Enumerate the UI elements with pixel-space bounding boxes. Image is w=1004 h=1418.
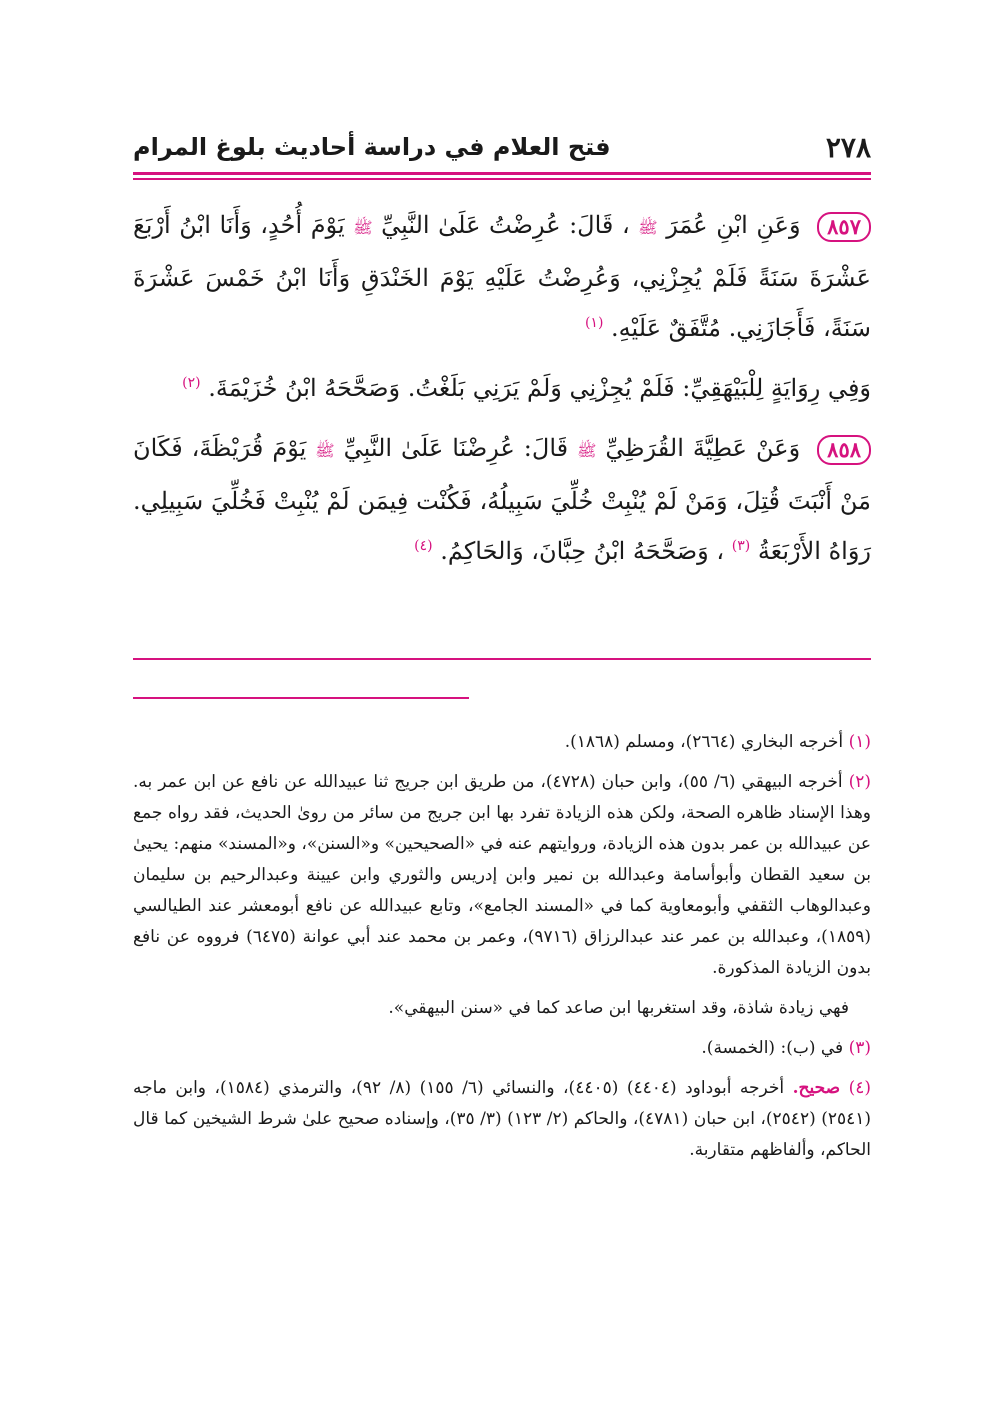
main-text [133, 200, 871, 576]
footnote-mark: (٤) [848, 1078, 871, 1098]
hadith-text: ، قَالَ: عُرِضْتُ عَلَىٰ النَّبِيِّ [372, 211, 630, 239]
running-header [133, 130, 871, 164]
footnote-ref[interactable]: (٣) [731, 538, 751, 554]
hadith-text: وَعَنِ ابْنِ عُمَرَ [657, 211, 801, 239]
footnote-ref[interactable]: (٤) [414, 538, 433, 554]
salutation-symbol: ﷺ [315, 441, 335, 460]
book-title: فتح العلام في دراسة أحاديث بلوغ المرام [133, 133, 611, 161]
hadith-857 [133, 200, 871, 353]
hadith-text: ، وَصَحَّحَهُ ابْنُ حِبَّانَ، وَالحَاكِمُ. [440, 537, 725, 565]
footnote-2 [133, 767, 871, 984]
page-number: ٢٧٨ [825, 130, 871, 164]
honorific-symbol: ﷺ [638, 218, 658, 237]
footnote-text: في (ب): (الخمسة). [701, 1038, 844, 1058]
footnote-mark: (٣) [848, 1038, 871, 1058]
footnote-3 [133, 1033, 871, 1064]
footnote-ref[interactable]: (١) [584, 315, 604, 331]
header-rule-top [133, 172, 871, 175]
hadith-text: وَعَنْ عَطِيَّةَ القُرَظِيِّ [596, 434, 801, 462]
hadith-858 [133, 423, 871, 576]
footnote-text: أخرجه البيهقي (٦/ ٥٥)، وابن حبان (٤٧٢٨)، من طريق ابن جريج ثنا عبيدالله عن نافع عن ابن عمر به. وهذا الإسناد ظاهره الصحة، ولكن هذه الزيادة تفرد بها ابن جريج من سائر من روىٰ الحديث، فقد رواه جمع عن عبيدالله بن عمر بدون هذه الزيادة، وروايتهم عنه في «الصحيحين» و«السنن»، و«المسند» منهم: يحيىٰ بن سعيد القطان وأبوأسامة وعبدالله بن نمير وابن إدريس والثوري وابن عيينة وعبدالرحيم بن سليمان وعبدالوهاب الثقفي وأبومعاوية كما في «المسند الجامع»، وتابع عبيدالله عن نافع أبومعشر عند الطيالسي (١٨٥٩)، وعبدالله بن عمر عند عبدالرزاق (٩٧١٦)، وعمر بن محمد عند أبي عوانة (٦٤٧٥) فرووه عن نافع بدون الزيادة المذكورة. [133, 772, 871, 978]
footnote-text: أخرجه أبوداود (٤٤٠٤) (٤٤٠٥)، والنسائي (٦/ ١٥٥) (٨/ ٩٢)، والترمذي (١٥٨٤)، وابن ماجه (٢٥٤١) (٢٥٤٢)، ابن حبان (٤٧٨١)، والحاكم (٢/ ١٢٣) (٣/ ٣٥)، وإسناده صحيح علىٰ شرط الشيخين كما قال الحاكم، وألفاظهم متقاربة. [133, 1078, 872, 1160]
riwaya-text: وَفِي رِوَايَةٍ لِلْبَيْهَقِيِّ: فَلَمْ يُجِزْنِي وَلَمْ يَرَنِي بَلَغْتُ. وَصَحَّحَهُ ابْنُ خُزَيْمَةَ. [208, 374, 871, 402]
footnote-4 [133, 1073, 871, 1166]
hadith-text: يَوْمَ أُحُدٍ، وَأَنَا ابْنُ أَرْبَعَ عَشْرَةَ سَنَةً فَلَمْ يُجِزْنِي، وَعُرِضْتُ عَلَيْهِ يَوْمَ الخَنْدَقِ وَأَنَا ابْنُ خَمْسَ عَشْرَةَ سَنَةً، فَأَجَازَنِي. مُتَّفَقٌ عَلَيْهِ. [133, 211, 871, 342]
hadith-text: قَالَ: عُرِضْنَا عَلَىٰ النَّبِيِّ [334, 434, 569, 462]
honorific-symbol: ﷺ [577, 441, 597, 460]
hadith-text: يَوْمَ قُرَيْظَةَ، فَكَانَ مَنْ أَنْبَتَ قُتِلَ، وَمَنْ لَمْ يُنْبِتْ خُلِّيَ سَبِيلُهُ، فَكُنْت فِيمَن لَمْ يُنْبِتْ فَخُلِّيَ سَبِيلِي. رَوَاهُ الأَرْبَعَةُ [133, 434, 871, 565]
footnote-mark: (١) [848, 732, 871, 752]
footnotes [133, 727, 871, 1175]
header-rule-bottom [133, 178, 871, 180]
footnote-text: أخرجه البخاري (٢٦٦٤)، ومسلم (١٨٦٨). [564, 732, 844, 752]
footnote-mark: (٢) [848, 772, 871, 792]
grading-label: صحيح. [792, 1078, 841, 1098]
footnote-text: فهي زيادة شاذة، وقد استغربها ابن صاعد كما في «سنن البيهقي». [388, 998, 849, 1018]
hadith-number-badge: ٨٥٨ [817, 435, 871, 465]
footnote-separator [133, 697, 469, 699]
footnote-2-continued [133, 993, 871, 1024]
body-end-rule [133, 658, 871, 660]
footnote-1 [133, 727, 871, 758]
riwaya-bayhaqi [133, 363, 871, 413]
footnote-ref[interactable]: (٢) [182, 375, 201, 391]
salutation-symbol: ﷺ [353, 218, 373, 237]
hadith-number-badge: ٨٥٧ [817, 212, 871, 242]
